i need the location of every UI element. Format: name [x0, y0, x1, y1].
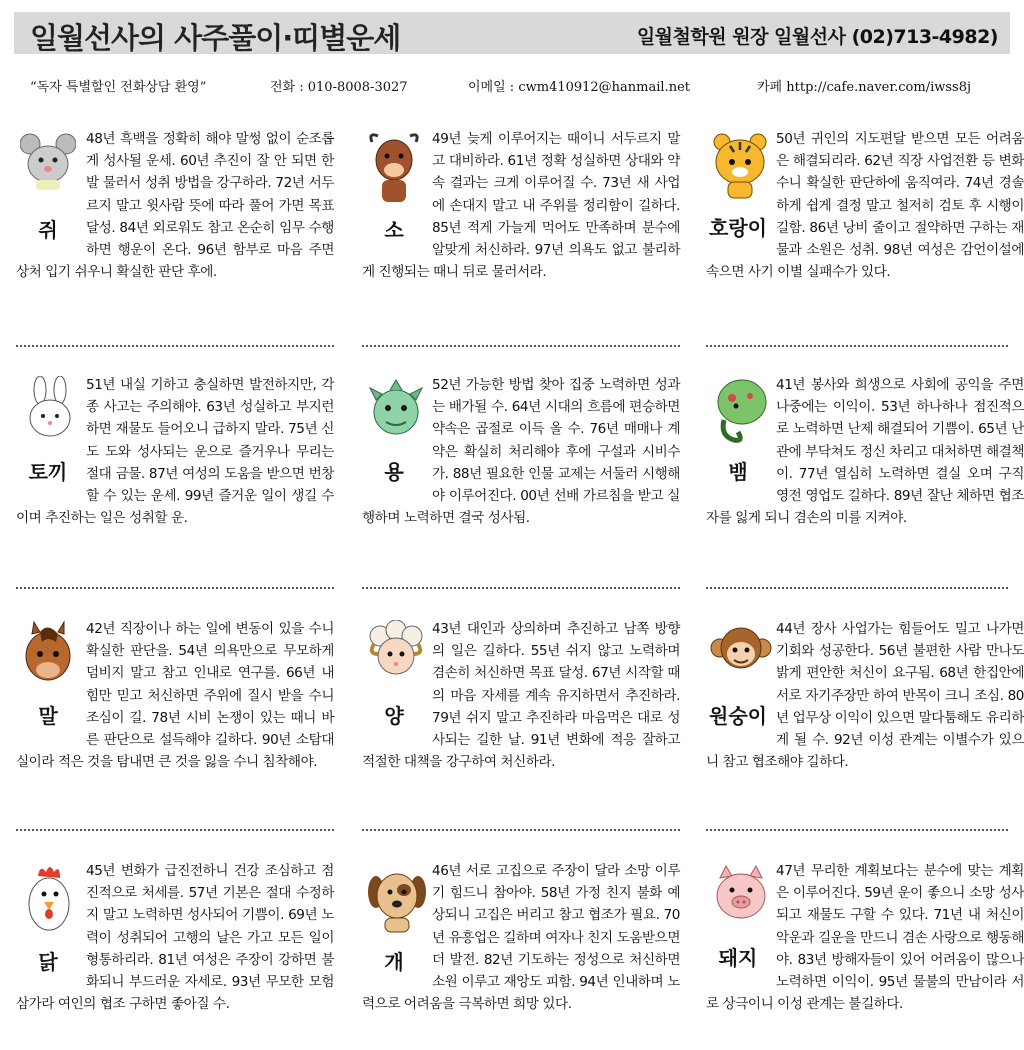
- animal-name: 개: [384, 950, 404, 974]
- animal-block: [16, 128, 86, 248]
- divider: [362, 345, 680, 347]
- animal-block: [362, 128, 432, 248]
- animal-name: 양: [384, 704, 404, 728]
- divider: [706, 829, 1008, 831]
- animal-name: 소: [384, 218, 404, 242]
- animal-block: [706, 374, 776, 494]
- divider: [362, 587, 680, 589]
- animal-block: [706, 128, 776, 248]
- animal-block: [706, 618, 776, 738]
- zodiac-cell-snake: [706, 374, 1024, 529]
- animal-name: 말: [38, 704, 58, 728]
- ox-icon: [366, 130, 422, 208]
- animal-block: [16, 618, 86, 738]
- animal-block: [706, 860, 776, 980]
- animal-name: 뱀: [728, 460, 748, 484]
- animal-name: 원숭이: [709, 704, 767, 728]
- email-address[interactable]: 이메일 : cwm410912@hanmail.net: [468, 80, 690, 95]
- divider: [706, 587, 1008, 589]
- phone-number: 전화 : 010-8008-3027: [270, 80, 408, 95]
- zodiac-cell-ox: [362, 128, 680, 283]
- animal-block: [16, 860, 86, 980]
- animal-name: 쥐: [38, 218, 58, 242]
- fortune-text: 47년 무리한 계획보다는 분수에 맞는 계획은 이루어진다. 59년 운이 좋으니 소망 성사되고 재물도 구할 수 있다. 71년 내 처신이 악운과 길운을 만드니 겸손 사랑으로 행동해야. 83년 방해자들이 있어 어려움이 많으나 노력하면 이익이. 95년 물불의 만남이라 서로 상극이니 이성 관계는 불길하다.: [706, 863, 1024, 1013]
- animal-name: 토끼: [28, 460, 68, 484]
- animal-name: 돼지: [718, 946, 758, 970]
- animal-block: [16, 374, 86, 494]
- zodiac-cell-dragon: [362, 374, 680, 529]
- zodiac-cell-pig: [706, 860, 1024, 1015]
- page-title: 일월선사의 사주풀이·띠별운세: [30, 21, 401, 55]
- animal-block: [362, 374, 432, 494]
- fortune-text: 45년 변화가 급진전하니 건강 조심하고 점진적으로 처세를. 57년 기본은 절대 수정하지 말고 노력하면 성사되어 기쁨이. 69년 노력이 성취되어 고행의 날은 가고 모든 일이 형통하리라. 81년 여성은 주장이 강하면 불화되니 부드러운 자세로. 93년 무모한 모험 삼가라 여인의 협조 구하면 좋아질 수.: [16, 863, 334, 1013]
- zodiac-cell-dog: [362, 860, 680, 1015]
- sheep-icon: [366, 620, 426, 692]
- rat-icon: [20, 130, 76, 192]
- horse-icon: [20, 620, 78, 692]
- snake-icon: [710, 376, 770, 448]
- fortune-text: 43년 대인과 상의하며 추진하고 남쪽 방향의 일은 길하다. 55년 쉬지 않고 노력하며 겸손히 처신하면 목표 달성. 67년 시작할 때의 마음 자세를 계속 유지하면서 추진하라. 79년 쉬지 말고 추진하라 마음먹은 대로 성사되는 길한 날. 91년 변화에 적응 잘하고 적절한 대책을 강구하여 처신하라.: [362, 621, 680, 771]
- cafe-link[interactable]: 카페 http://cafe.naver.com/iwss8j: [757, 80, 972, 95]
- animal-block: [362, 860, 432, 980]
- fortune-text: 41년 봉사와 희생으로 사회에 공익을 주면 나중에는 이익이. 53년 하나하나 점진적으로 노력하면 난제 해결되어 기쁨이. 65년 난관에 부닥쳐도 정신 차리고 대처하면 해결책이. 77년 열심히 노력하면 결실 오며 구직 영전 영업도 길하다. 89년 잘난 체하면 협조자를 잃게 되니 겸손의 미를 지켜야.: [706, 377, 1024, 527]
- animal-name: 용: [384, 460, 404, 484]
- fortune-text: 49년 늦게 이루어지는 때이니 서두르지 말고 대비하라. 61년 정확 성실하면 상대와 약속 결과는 크게 이루어질 수. 73년 새 사업에 손대지 말고 내 주위를 정리함이 길하다. 85년 적게 가늘게 먹어도 만족하며 분수에 알맞게 처신하라. 97년 의욕도 없고 불리하게 진행되는 때니 뒤로 물러서라.: [362, 131, 680, 281]
- zodiac-cell-tiger: [706, 128, 1024, 283]
- pig-icon: [710, 862, 772, 932]
- author-contact: 일월철학원 원장 일월선사 (02)713-4982): [636, 26, 998, 48]
- dragon-icon: [366, 376, 426, 448]
- zodiac-cell-sheep: [362, 618, 680, 773]
- fortune-text: 46년 서로 고집으로 주장이 달라 소망 이루기 힘드니 참아야. 58년 가정 친지 불화 예상되니 고집은 버리고 참고 협조가 필요. 70년 유흥업은 길하며 여자나 친지 도움받으면 더 발전. 82년 기도하는 정성으로 처신하면 소원 이루고 재앙도 피함. 94년 인내하며 노력으로 어려움을 극복하면 희망 있다.: [362, 863, 680, 1013]
- monkey-icon: [710, 620, 772, 692]
- zodiac-cell-rabbit: [16, 374, 334, 529]
- animal-name: 닭: [38, 950, 58, 974]
- fortune-text: 48년 흑백을 정확히 해야 말썽 없이 순조롭게 성사될 운세. 60년 추진이 잘 안 되면 한발 물러서 성취 방법을 강구하라. 72년 서두르지 말고 윗사람 뜻에 따라 풀어 가면 목표 달성. 84년 외로워도 참고 온순히 임무 수행하면 행운이 온다. 96년 함부로 마음 주면 상처 입기 쉬우니 확실한 판단 후에.: [16, 131, 334, 281]
- fortune-text: 42년 직장이나 하는 일에 변동이 있을 수니 확실한 판단을. 54년 의욕만으로 무모하게 덤비지 말고 참고 인내로 연구를. 66년 내 힘만 믿고 처신하면 주위에 질시 받을 수니 조심이 길. 78년 시비 논쟁이 있는 때니 바른 판단으로 설득해야 길하다. 90년 소탐대실이라 적은 것을 탐내면 큰 것을 잃을 수니 침착해야.: [16, 621, 334, 771]
- zodiac-cell-horse: [16, 618, 334, 773]
- rooster-icon: [20, 862, 78, 942]
- fortune-text: 52년 가능한 방법 찾아 집중 노력하면 성과는 배가될 수. 64년 시대의 흐름에 편승하면 약속은 곱절로 이득 올 수. 76년 매매나 계약은 확실히 처리해야 후에 구설과 시비수가. 88년 필요한 인물 교제는 서둘러 시행해야 이루어진다. 00년 선배 가르침을 받고 실행하며 노력하면 결국 성사됨.: [362, 377, 680, 527]
- divider: [706, 345, 1008, 347]
- tiger-icon: [710, 130, 770, 200]
- fortune-text: 51년 내실 기하고 충실하면 발전하지만, 각종 사고는 주의해야. 63년 성실하고 부지런하면 재물도 들어오니 급하지 말라. 75년 신도 도와 성사되는 운으로 즐거우나 무리는 절대 금물. 87년 여성의 도움을 받으면 번창할 수 있는 운세. 99년 즐거운 일이 생길 수이며 추진하는 일은 성취할 운.: [16, 377, 334, 527]
- divider: [16, 829, 334, 831]
- divider: [362, 829, 680, 831]
- zodiac-cell-rooster: [16, 860, 334, 1015]
- dog-icon: [366, 862, 428, 936]
- zodiac-cell-monkey: [706, 618, 1024, 773]
- fortune-text: 44년 장사 사업가는 힘들어도 밀고 나가면 기회와 성공한다. 56년 불편한 사람 만나도 밝게 편안한 처신이 요구됨. 68년 한집안에 서로 자기주장만 하여 반목이 크니 조심. 80년 업무상 이익이 있으면 말다툼해도 유리하게 될 수. 92년 이성 관계는 이별수가 있으니 참고 협조해야 길하다.: [706, 621, 1024, 771]
- slogan: “독자 특별할인 전화상담 환영”: [30, 80, 207, 95]
- fortune-text: 50년 귀인의 지도편달 받으면 모든 어려움은 해결되리라. 62년 직장 사업전환 등 변화수니 확실한 판단하에 움직여라. 74년 경솔하게 쉽게 결정 말고 철저히 검토 후 시행이 길함. 86년 낭비 줄이고 절약하면 구하는 재물과 소원은 성취. 98년 여성은 감언이설에 속으면 사기 이별 실패수가 있다.: [706, 131, 1024, 281]
- divider: [16, 345, 334, 347]
- animal-block: [362, 618, 432, 738]
- rabbit-icon: [20, 376, 80, 448]
- divider: [16, 587, 334, 589]
- zodiac-cell-rat: [16, 128, 334, 283]
- header-bar: [14, 12, 1010, 54]
- animal-name: 호랑이: [709, 216, 767, 240]
